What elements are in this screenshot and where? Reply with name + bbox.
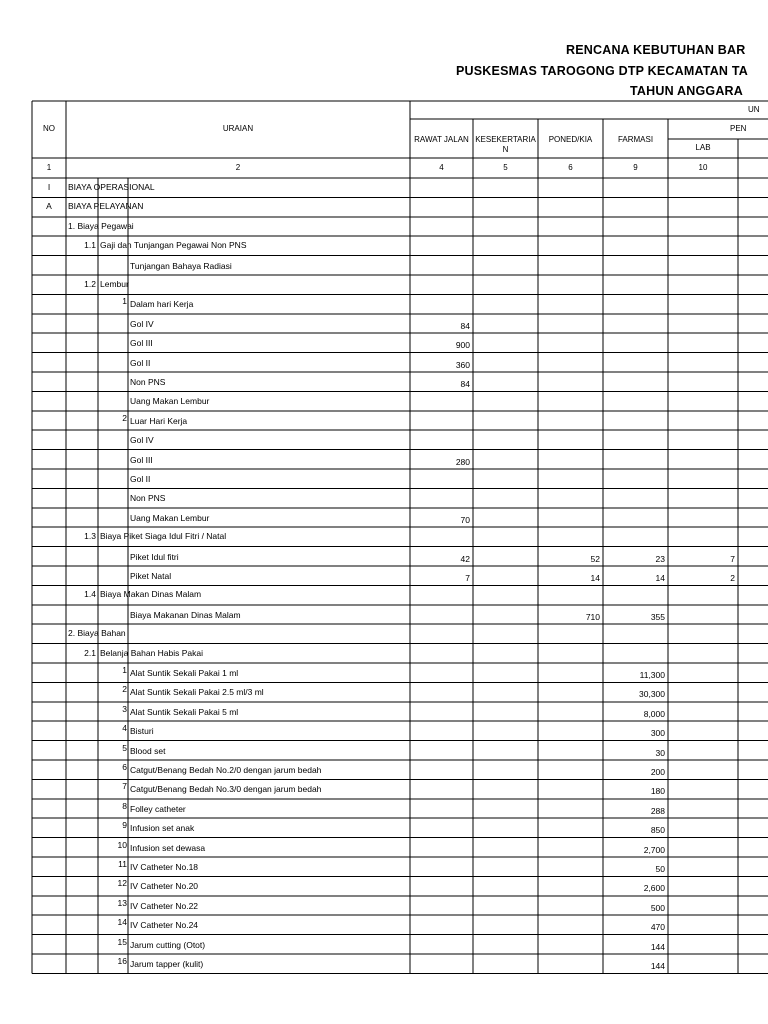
row-item-number: 2 [122,412,127,423]
header-farmasi: FARMASI [617,135,654,144]
row-item-number: 3 [122,703,127,714]
document-title-line3: TAHUN ANGGARA [630,84,744,98]
cell-lab: 2 [730,573,735,583]
row-item-label: Gol II [130,357,151,368]
row-item-label: Infusion set dewasa [130,842,206,853]
row-heading: BIAYA PELAYANAN [68,201,144,212]
header-penunjang-group: PEN [730,124,747,133]
row-item-number: 1 [122,296,127,307]
row-item-label: Gol III [130,338,153,349]
row-item-label: Non PNS [130,377,166,387]
cell-rawat-jalan: 42 [460,553,470,564]
row-item-label: Gol II [130,474,151,484]
row-item-number: 8 [122,800,127,811]
cell-poned-kia: 52 [590,553,600,564]
row-section-number: 1.3 [84,531,96,542]
cell-farmasi: 850 [650,825,665,836]
row-item-number: 2 [122,684,127,695]
cell-rawat-jalan: 84 [460,379,470,389]
row-item-number: 5 [122,742,127,753]
cell-farmasi: 2,600 [643,883,665,894]
row-no: I [47,182,51,192]
row-subheading: Biaya Makan Dinas Malam [100,589,202,600]
row-item-number: 10 [117,839,127,850]
cell-farmasi: 2,700 [643,844,665,855]
row-item-label: Bisturi [130,726,154,737]
row-item-number: 1 [122,665,127,675]
row-heading: BIAYA OPERASIONAL [68,182,155,192]
row-item-label: Catgut/Benang Bedah No.3/0 dengan jarum bedah [130,784,322,795]
cell-rawat-jalan: 7 [465,573,470,583]
row-subheading: Biaya Piket Siaga Idul Fitri / Natal [100,531,227,542]
row-item-label: Alat Suntik Sekali Pakai 1 ml [130,668,239,678]
cell-farmasi: 50 [655,864,665,874]
cell-poned-kia: 710 [585,611,600,622]
row-section-number: 2.1 [84,647,96,658]
row-item-label: Gol IV [130,318,154,329]
header-unit-group: UN [748,105,760,114]
row-item-label: Alat Suntik Sekali Pakai 5 ml [130,706,239,717]
row-item-label: Jarum cutting (Otot) [130,939,206,950]
header-uraian: URAIAN [222,124,254,133]
cell-rawat-jalan: 900 [455,340,470,351]
colnum-uraian: 2 [235,163,241,172]
row-subheading: Belanja Bahan Habis Pakai [100,647,204,658]
row-item-label: Infusion set anak [130,823,195,834]
cell-poned-kia: 14 [590,573,600,583]
row-item-label: IV Catheter No.18 [130,862,199,872]
row-item-label: Tunjangan Bahaya Radiasi [130,260,232,271]
row-item-label: Piket Idul fitri [130,551,179,562]
cell-farmasi: 200 [650,767,665,777]
row-item-label: Catgut/Benang Bedah No.2/0 dengan jarum bedah [130,765,322,775]
cell-farmasi: 180 [650,786,665,797]
row-item-label: Luar Hari Kerja [130,415,188,426]
row-subheading: Lembur [100,279,129,289]
row-item-number: 15 [117,936,127,947]
row-section-number: 1.1 [84,240,96,251]
row-item-number: 11 [118,859,127,869]
colnum-lab: 10 [698,163,708,172]
row-item-label: Jarum tapper (kulit) [130,959,204,969]
cell-farmasi: 144 [650,961,665,971]
cell-farmasi: 8,000 [643,708,665,719]
row-item-number: 12 [117,878,127,889]
row-item-number: 4 [122,723,127,734]
row-item-number: 7 [122,781,127,792]
cell-rawat-jalan: 70 [460,514,470,525]
row-item-label: Gol IV [130,435,154,446]
cell-farmasi: 144 [650,941,665,952]
row-item-number: 6 [122,762,127,772]
row-item-label: Gol III [130,454,153,465]
cell-farmasi: 14 [655,573,665,583]
cell-farmasi: 300 [650,728,665,739]
header-poned-kia: PONED/KIA [548,135,593,144]
header-kesekertarian-2: N [502,145,509,154]
cell-lab: 7 [730,553,735,564]
row-section-number: 1.2 [84,279,96,289]
row-item-label: IV Catheter No.24 [130,920,199,931]
header-kesekertarian: KESEKERTARIA [475,135,536,144]
cell-farmasi: 500 [650,902,665,913]
row-item-label: Biaya Makanan Dinas Malam [130,609,241,620]
colnum-farmasi: 9 [633,163,638,172]
cell-farmasi: 288 [650,805,665,816]
row-heading: 2. Biaya Bahan [68,628,126,639]
cell-farmasi: 470 [650,922,665,933]
colnum-poned: 6 [568,163,573,172]
row-item-label: Blood set [130,745,166,756]
row-item-label: IV Catheter No.22 [130,900,199,911]
row-item-label: Uang Makan Lembur [130,512,210,523]
row-no: A [46,201,52,212]
header-rawat-jalan: RAWAT JALAN [414,135,469,144]
row-item-label: Folley catheter [130,803,186,814]
row-item-label: Uang Makan Lembur [130,396,210,407]
document-title-line2: PUSKESMAS TAROGONG DTP KECAMATAN TA [456,64,748,78]
document-title-line1: RENCANA KEBUTUHAN BAR [566,43,746,57]
colnum-kesekertarian: 5 [503,163,508,172]
row-item-label: Alat Suntik Sekali Pakai 2.5 ml/3 ml [130,687,264,698]
cell-farmasi: 30 [655,747,665,758]
row-item-number: 16 [117,956,127,966]
colnum-rawat-jalan: 4 [439,163,444,172]
cell-farmasi: 30,300 [639,689,665,700]
row-section-number: 1.4 [84,589,96,600]
cell-rawat-jalan: 280 [455,456,470,467]
row-item-label: Dalam hari Kerja [130,299,194,310]
row-item-label: Piket Natal [130,571,172,581]
header-lab: LAB [695,143,711,152]
header-no: NO [43,124,55,133]
cell-farmasi: 23 [655,553,665,564]
cell-rawat-jalan: 84 [460,320,470,331]
row-heading: 1. Biaya Pegawai [68,220,134,231]
cell-rawat-jalan: 360 [455,359,470,370]
row-subheading: Gaji dan Tunjangan Pegawai Non PNS [100,240,247,251]
row-item-number: 9 [122,820,127,831]
row-item-number: 14 [117,917,127,928]
row-item-number: 13 [117,897,127,908]
cell-farmasi: 355 [650,611,665,622]
cell-farmasi: 11,300 [639,670,665,680]
row-item-label: Non PNS [130,493,166,504]
row-item-label: IV Catheter No.20 [130,881,199,892]
colnum-no: 1 [46,163,52,172]
